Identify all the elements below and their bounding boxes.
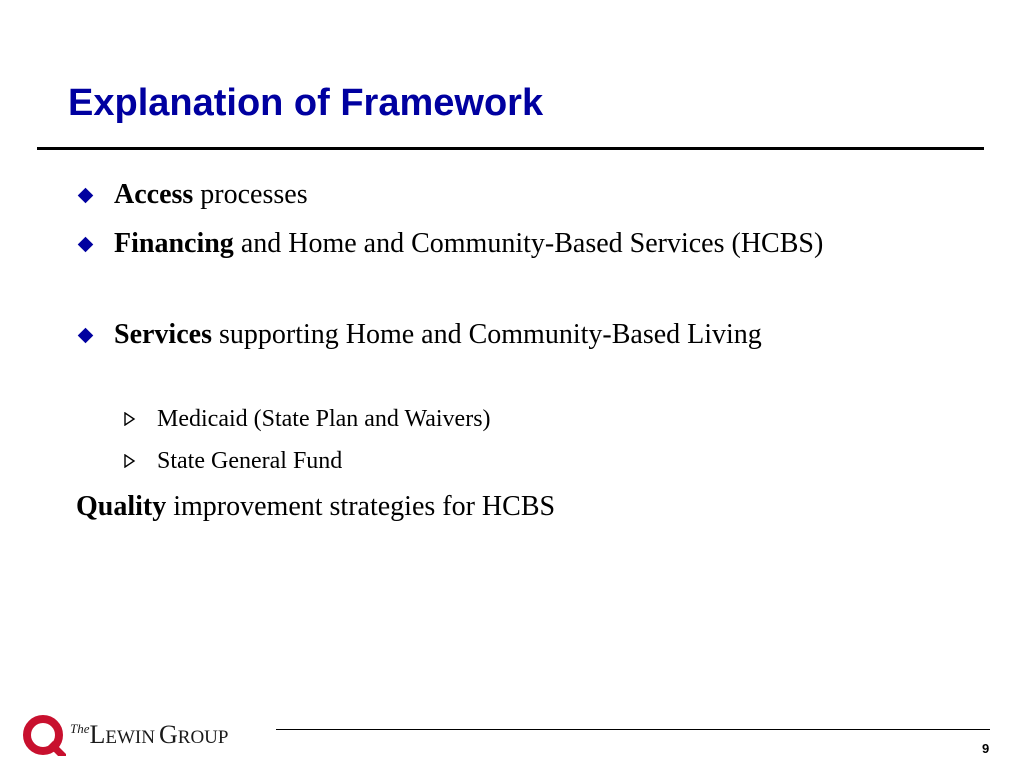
lewin-group-wordmark bbox=[70, 722, 228, 748]
page-number: 9 bbox=[982, 741, 990, 756]
bullet-financing-text: and Home and Community-Based Services (HCBS) bbox=[233, 228, 824, 259]
bullet-access-text: processes bbox=[193, 179, 308, 210]
lewin-ring-logo-icon bbox=[22, 712, 66, 756]
bullet-access bbox=[114, 175, 974, 215]
logo-g: G bbox=[158, 720, 178, 749]
arrow-bullet-icon bbox=[124, 412, 136, 426]
slide-title: Explanation of Framework bbox=[68, 82, 544, 124]
logo-ewin: EWIN bbox=[105, 727, 155, 748]
logo-roup: ROUP bbox=[177, 727, 229, 748]
bullet-services-text: supporting Home and Community-Based Living bbox=[211, 319, 762, 350]
bullet-financing-bold: Financing bbox=[114, 228, 234, 259]
diamond-bullet-icon bbox=[78, 237, 94, 253]
closing-quality bbox=[76, 487, 936, 527]
bullet-financing bbox=[114, 224, 944, 264]
closing-quality-text: improvement strategies for HCBS bbox=[166, 491, 556, 522]
closing-quality-bold: Quality bbox=[76, 491, 167, 522]
logo-the: The bbox=[70, 721, 90, 736]
bullet-services bbox=[114, 315, 904, 355]
diamond-bullet-icon bbox=[78, 188, 94, 204]
title-underline bbox=[37, 147, 984, 150]
sub-bullet-general-fund: State General Fund bbox=[157, 448, 343, 474]
arrow-bullet-icon bbox=[124, 454, 136, 468]
footer-rule bbox=[276, 729, 990, 730]
bullet-access-bold: Access bbox=[114, 179, 194, 210]
logo-l: L bbox=[89, 720, 106, 749]
bullet-services-bold: Services bbox=[114, 319, 212, 350]
sub-bullet-medicaid: Medicaid (State Plan and Waivers) bbox=[157, 406, 491, 432]
diamond-bullet-icon bbox=[78, 328, 94, 344]
